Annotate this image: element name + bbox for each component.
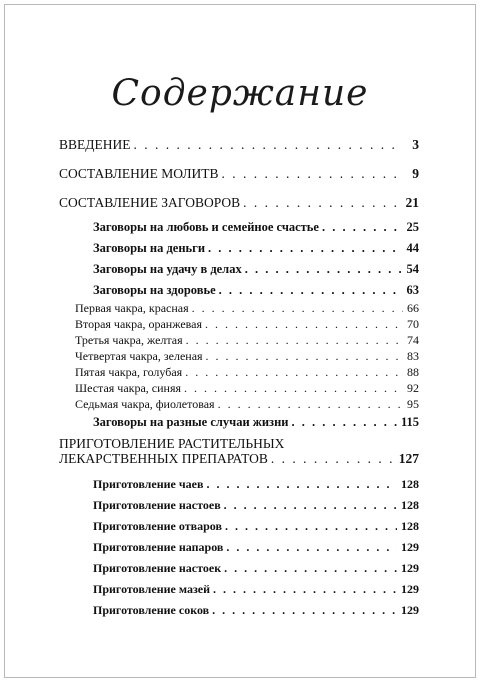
toc-entry-introduction[interactable] [59, 137, 419, 160]
toc-page-number: 9 [412, 166, 419, 181]
toc-entry-label: Третья чакра, желтая [75, 333, 183, 347]
toc-page-number: 127 [398, 451, 419, 466]
dot-leader [322, 220, 403, 235]
toc-chakra-entry[interactable] [59, 301, 419, 317]
dot-leader [219, 283, 403, 298]
toc-entry-label: Заговоры на разные случаи жизни [93, 415, 289, 429]
toc-entry-label: Заговоры на удачу в делах [93, 262, 242, 276]
toc-page-number: 3 [412, 137, 419, 152]
toc-chakra-entry[interactable] [59, 333, 419, 349]
toc-entry-label: Приготовление настоев [93, 498, 221, 512]
toc-entry-label-line2: ЛЕКАРСТВЕННЫХ ПРЕПАРАТОВ [59, 451, 268, 466]
dot-leader [206, 477, 397, 492]
toc-entry-label: Приготовление настоек [93, 561, 222, 575]
toc-subentry[interactable] [59, 498, 419, 519]
dot-leader [206, 349, 403, 364]
toc-entry-label: ВВЕДЕНИЕ [59, 137, 131, 152]
toc-page-number: 128 [401, 498, 419, 512]
toc-subentry[interactable] [59, 519, 419, 540]
dot-leader [222, 166, 404, 182]
toc-entry-label: Заговоры на любовь и семейное счастье [93, 220, 319, 234]
toc-entry-label: Первая чакра, красная [75, 301, 189, 315]
table-of-contents [59, 137, 419, 624]
dot-leader [243, 195, 401, 211]
toc-entry-label: Приготовление напаров [93, 540, 224, 554]
toc-entry-label: Четвертая чакра, зеленая [75, 349, 203, 363]
dot-leader [192, 301, 403, 316]
dot-leader [218, 397, 403, 412]
toc-entry-preparations[interactable] [59, 437, 419, 473]
toc-subentry[interactable] [59, 415, 419, 435]
dot-leader [224, 498, 397, 513]
toc-entry-label: Приготовление мазей [93, 582, 211, 596]
dot-leader [291, 415, 396, 430]
toc-page-number: 88 [407, 365, 419, 379]
dot-leader [208, 241, 402, 256]
toc-page-number: 83 [407, 349, 419, 363]
dot-leader [205, 317, 403, 332]
toc-entry-label: Приготовление чаев [93, 477, 204, 491]
toc-subentry[interactable] [59, 477, 419, 498]
toc-entry-label: Заговоры на здоровье [93, 283, 216, 297]
dot-leader [186, 333, 403, 348]
dot-leader [184, 381, 403, 396]
dot-leader [226, 540, 397, 555]
toc-page-number: 129 [401, 603, 419, 617]
toc-page-number: 128 [401, 477, 419, 491]
toc-entry-label: Пятая чакра, голубая [75, 365, 183, 379]
toc-page-number: 54 [406, 262, 419, 276]
toc-entry-label: Шестая чакра, синяя [75, 381, 182, 395]
toc-chakra-entry[interactable] [59, 397, 419, 415]
toc-subentry[interactable] [59, 220, 419, 241]
toc-entry-label-line1: ПРИГОТОВЛЕНИЕ РАСТИТЕЛЬНЫХ [59, 436, 285, 451]
toc-page-number: 44 [406, 241, 419, 255]
page-title: Содержание [111, 73, 369, 114]
dot-leader [271, 452, 395, 466]
toc-chakra-entry[interactable] [59, 381, 419, 397]
toc-page-number: 21 [405, 195, 419, 210]
dot-leader [133, 137, 403, 153]
toc-subentry[interactable] [59, 283, 419, 301]
toc-chakra-entry[interactable] [59, 365, 419, 381]
toc-subentry[interactable] [59, 582, 419, 603]
toc-subentry[interactable] [59, 540, 419, 561]
toc-page-number: 128 [401, 519, 419, 533]
toc-page-number: 70 [407, 317, 419, 331]
book-page [4, 4, 476, 678]
toc-subentry[interactable] [59, 262, 419, 283]
toc-chakra-entry[interactable] [59, 349, 419, 365]
toc-subentry[interactable] [59, 603, 419, 624]
toc-entry-label: СОСТАВЛЕНИЕ МОЛИТВ [59, 166, 219, 181]
toc-entry-prayers[interactable] [59, 166, 419, 189]
toc-page-number: 92 [407, 381, 419, 395]
toc-entry-label: Заговоры на деньги [93, 241, 206, 255]
dot-leader [213, 582, 397, 597]
toc-chakra-entry[interactable] [59, 317, 419, 333]
dot-leader [224, 561, 397, 576]
toc-page-number: 115 [400, 415, 419, 429]
toc-page-number: 66 [407, 301, 419, 315]
toc-entry-label: Седьмая чакра, фиолетовая [75, 397, 215, 411]
dot-leader [245, 262, 403, 277]
toc-page-number: 25 [406, 220, 419, 234]
toc-entry-spells[interactable] [59, 195, 419, 218]
dot-leader [185, 365, 403, 380]
dot-leader [212, 603, 397, 618]
toc-subentry[interactable] [59, 241, 419, 262]
toc-page-number: 129 [401, 540, 419, 554]
toc-page-number: 129 [401, 561, 419, 575]
toc-entry-label: СОСТАВЛЕНИЕ ЗАГОВОРОВ [59, 195, 241, 210]
toc-page-number: 129 [401, 582, 419, 596]
toc-entry-label: Приготовление соков [93, 603, 210, 617]
toc-entry-label: Вторая чакра, оранжевая [75, 317, 203, 331]
toc-page-number: 74 [407, 333, 419, 347]
dot-leader [225, 519, 397, 534]
toc-subentry[interactable] [59, 561, 419, 582]
toc-page-number: 63 [406, 283, 419, 297]
toc-entry-label: Приготовление отваров [93, 519, 222, 533]
toc-page-number: 95 [407, 397, 419, 411]
